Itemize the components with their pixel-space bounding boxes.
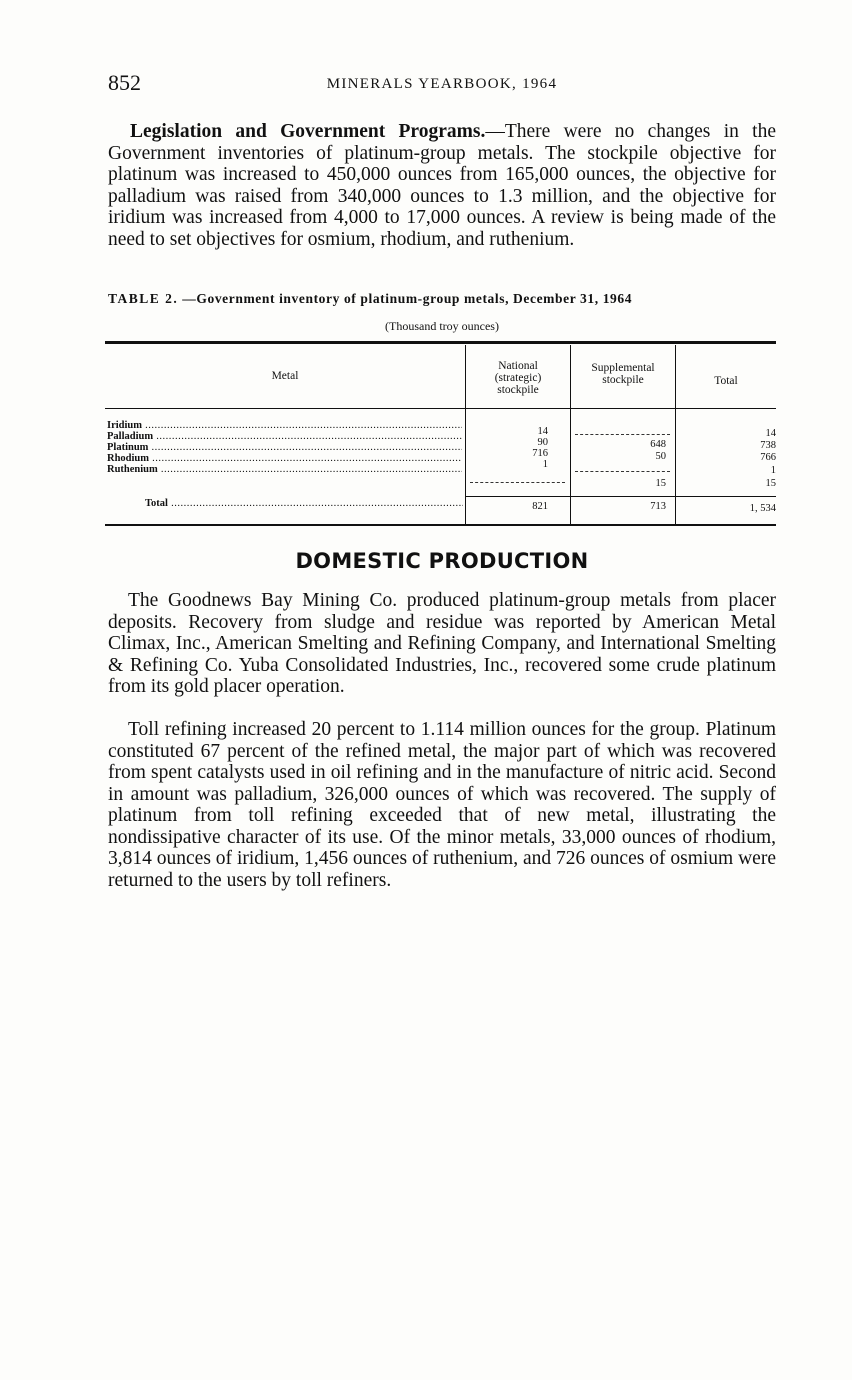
row-label-total: Total ..... (145, 498, 463, 509)
col-header-national (466, 360, 570, 396)
col-header-total: Total (714, 375, 738, 387)
cell-palladium-supplemental: 648 (650, 439, 666, 450)
col-header-national-line: stockpile (497, 384, 539, 396)
col-header-metal: Metal (271, 370, 299, 382)
row-label-platinum: Platinum ..... (107, 442, 462, 453)
cell-iridium-national: 14 (537, 426, 548, 437)
col-header-supplemental-line: Supplemental (591, 362, 655, 374)
table-label: TABLE 2. (108, 291, 179, 306)
cell-ruthenium-total: 15 (765, 478, 776, 489)
cell-rhodium-total: 1 (770, 465, 776, 476)
row-label-iridium: Iridium ..... (107, 420, 462, 431)
cell-iridium-total: 14 (765, 428, 776, 439)
page-header (108, 70, 776, 100)
cell-total-national: 821 (532, 501, 548, 512)
cell-platinum-total: 766 (760, 452, 776, 463)
table-title: —Government inventory of platinum-group metals, December 31, 1964 (182, 291, 633, 306)
cell-rhodium-national: 1 (542, 459, 548, 470)
running-title: MINERALS YEARBOOK, 1964 (326, 76, 558, 92)
cell-palladium-total: 738 (760, 440, 776, 451)
legislation-paragraph (108, 121, 776, 250)
page-number: 852 (108, 70, 141, 95)
cell-total-supplemental: 713 (650, 501, 666, 512)
row-label-rhodium: Rhodium ..... (107, 453, 462, 464)
legislation-lead: Legislation and Government Programs. (130, 121, 486, 142)
production-paragraph: The Goodnews Bay Mining Co. produced platinum-group metals from placer deposits. Recovery from sludge and residue was reported by American Metal Climax, Inc., American Smelting and Refining Company, and International Smelting & Refining Co. Yuba Consolidated Industries, Inc., recovered some crude platinum from its gold placer operation. (108, 590, 776, 697)
cell-platinum-national: 716 (532, 448, 548, 459)
cell-ruthenium-supplemental: 15 (655, 478, 666, 489)
toll-refining-paragraph: Toll refining increased 20 percent to 1.114 million ounces for the group. Platinum constituted 67 percent of the refined metal, the major part of which was recovered from spent catalysts used in oil refining and in the manufacture of nitric acid. Second in amount was palladium, 326,000 ounces of which was recovered. The supply of platinum from toll refining exceeded that of new metal, illustrating the nondissipative character of its use. Of the minor metals, 33,000 ounces of rhodium, 3,814 ounces of iridium, 1,456 ounces of ruthenium, and 726 ounces of osmium were returned to the users by toll refiners. (108, 719, 776, 891)
cell-total-total: 1, 534 (749, 503, 776, 514)
table-units: (Thousand troy ounces) (385, 319, 499, 333)
row-label-palladium: Palladium ..... (107, 431, 462, 442)
row-label-ruthenium: Ruthenium ..... (107, 464, 462, 475)
col-header-national-line: National (498, 360, 538, 372)
inventory-table (105, 341, 776, 527)
col-header-national-line: (strategic) (494, 372, 542, 384)
col-header-supplemental-line: stockpile (602, 374, 644, 386)
cell-platinum-supplemental: 50 (655, 451, 666, 462)
section-heading: DOMESTIC PRODUCTION (295, 549, 589, 573)
legislation-text: —There were no changes in the Government inventories of platinum-group metals. The stockpile objective for platinum was increased to 450,000 ounces from 165,000 ounces, the objective for palladium was raised from 340,000 ounces to 1.3 million, and the objective for iridium was increased from 4,000 to 17,000 ounces. A review is being made of the need to set objectives for osmium, rhodium, and ruthenium. (108, 121, 776, 250)
table-caption (108, 291, 776, 307)
col-header-supplemental (571, 362, 675, 386)
cell-palladium-national: 90 (537, 437, 548, 448)
